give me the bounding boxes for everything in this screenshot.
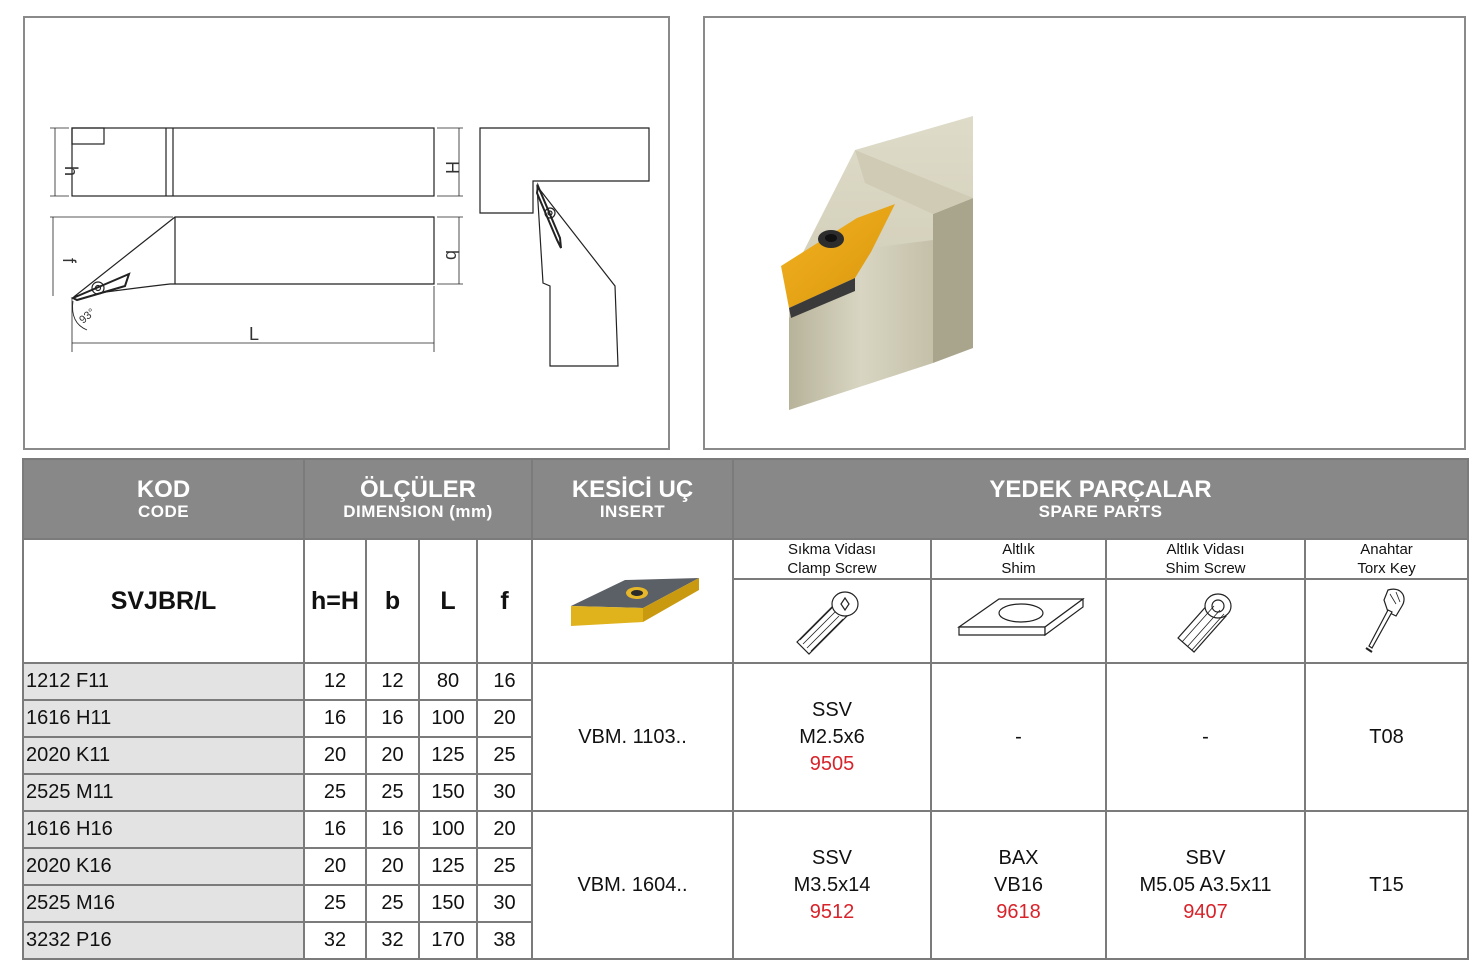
L-label: L: [249, 324, 260, 344]
torx-key-icon-cell: [1305, 579, 1468, 663]
cell-f: 20: [477, 700, 532, 737]
cell-f: 30: [477, 774, 532, 811]
side-view-body: [72, 128, 434, 196]
row-code: 1616 H11: [23, 700, 304, 737]
shim-label: Altlık Shim: [931, 539, 1106, 579]
shim-cell: BAX VB16 9618: [931, 811, 1106, 959]
row-code: 2525 M16: [23, 885, 304, 922]
cell-L: 100: [419, 811, 477, 848]
code-title: SVJBR/L: [23, 539, 304, 663]
cell-b: 20: [366, 848, 419, 885]
cell-f: 30: [477, 885, 532, 922]
dim-col-f: f: [477, 539, 532, 663]
torx-key-cell: T08: [1305, 663, 1468, 811]
b-label: b: [442, 250, 462, 261]
shim-screw-label: Altlık Vidası Shim Screw: [1106, 539, 1305, 579]
cell-f: 25: [477, 737, 532, 774]
row-code: 2525 M11: [23, 774, 304, 811]
spare-parts-header: YEDEK PARÇALAR SPARE PARTS: [733, 459, 1468, 539]
cell-h: 25: [304, 885, 366, 922]
insert-icon: [563, 564, 703, 634]
dim-col-hH: h=H: [304, 539, 366, 663]
torx-key-cell: T15: [1305, 811, 1468, 959]
cell-L: 125: [419, 848, 477, 885]
cell-f: 38: [477, 922, 532, 959]
insert-header: KESİCİ UÇ INSERT: [532, 459, 733, 539]
angle-label: 93°: [77, 306, 98, 327]
cell-h: 25: [304, 774, 366, 811]
clamp-screw-cell: SSV M3.5x14 9512: [733, 811, 931, 959]
insert-code: VBM. 1103..: [532, 663, 733, 811]
table-row: [23, 663, 1468, 700]
tool-holder-image: [705, 18, 1463, 447]
shim-screw-icon: [1166, 582, 1246, 656]
cell-b: 25: [366, 885, 419, 922]
shim-screw-cell: -: [1106, 663, 1305, 811]
clamp-screw-icon-cell: [733, 579, 931, 663]
shim-screw-icon-cell: [1106, 579, 1305, 663]
shim-screw-cell: SBV M5.05 A3.5x11 9407: [1106, 811, 1305, 959]
torx-key-icon: [1352, 582, 1422, 656]
cell-L: 100: [419, 700, 477, 737]
insert-code: VBM. 1604..: [532, 811, 733, 959]
h-label: h: [61, 166, 81, 177]
cell-L: 170: [419, 922, 477, 959]
shim-icon-cell: [931, 579, 1106, 663]
f-label: f: [59, 258, 79, 264]
shim-cell: -: [931, 663, 1106, 811]
code-header: KOD CODE: [23, 459, 304, 539]
cell-f: 20: [477, 811, 532, 848]
product-photo-panel: [703, 16, 1466, 450]
cell-h: 32: [304, 922, 366, 959]
dim-col-L: L: [419, 539, 477, 663]
cell-b: 16: [366, 811, 419, 848]
cell-f: 16: [477, 663, 532, 700]
cell-b: 25: [366, 774, 419, 811]
clamp-screw-cell: SSV M2.5x6 9505: [733, 663, 931, 811]
cell-h: 20: [304, 848, 366, 885]
technical-drawing-panel: [23, 16, 670, 450]
cell-f: 25: [477, 848, 532, 885]
row-code: 3232 P16: [23, 922, 304, 959]
cell-b: 12: [366, 663, 419, 700]
cell-h: 20: [304, 737, 366, 774]
insert-image-cell: [532, 539, 733, 663]
dim-col-b: b: [366, 539, 419, 663]
cell-h: 16: [304, 700, 366, 737]
cell-L: 125: [419, 737, 477, 774]
row-code: 2020 K16: [23, 848, 304, 885]
cell-L: 150: [419, 774, 477, 811]
clamp-screw-label: Sıkma Vidası Clamp Screw: [733, 539, 931, 579]
cell-b: 32: [366, 922, 419, 959]
table-row: [23, 811, 1468, 848]
spec-table: [22, 458, 1469, 960]
H-label: H: [442, 161, 462, 174]
cell-h: 12: [304, 663, 366, 700]
clamp-screw-icon: [787, 582, 877, 656]
row-code: 1616 H16: [23, 811, 304, 848]
row-code: 1212 F11: [23, 663, 304, 700]
dimensions-header: ÖLÇÜLER DIMENSION (mm): [304, 459, 532, 539]
end-view-head: [480, 128, 649, 213]
cell-b: 16: [366, 700, 419, 737]
row-code: 2020 K11: [23, 737, 304, 774]
cell-L: 80: [419, 663, 477, 700]
top-view-body: [75, 217, 434, 296]
torx-key-label: Anahtar Torx Key: [1305, 539, 1468, 579]
cell-L: 150: [419, 885, 477, 922]
cell-h: 16: [304, 811, 366, 848]
shim-icon: [949, 589, 1089, 649]
tool-holder-drawing: [25, 18, 667, 447]
cell-b: 20: [366, 737, 419, 774]
